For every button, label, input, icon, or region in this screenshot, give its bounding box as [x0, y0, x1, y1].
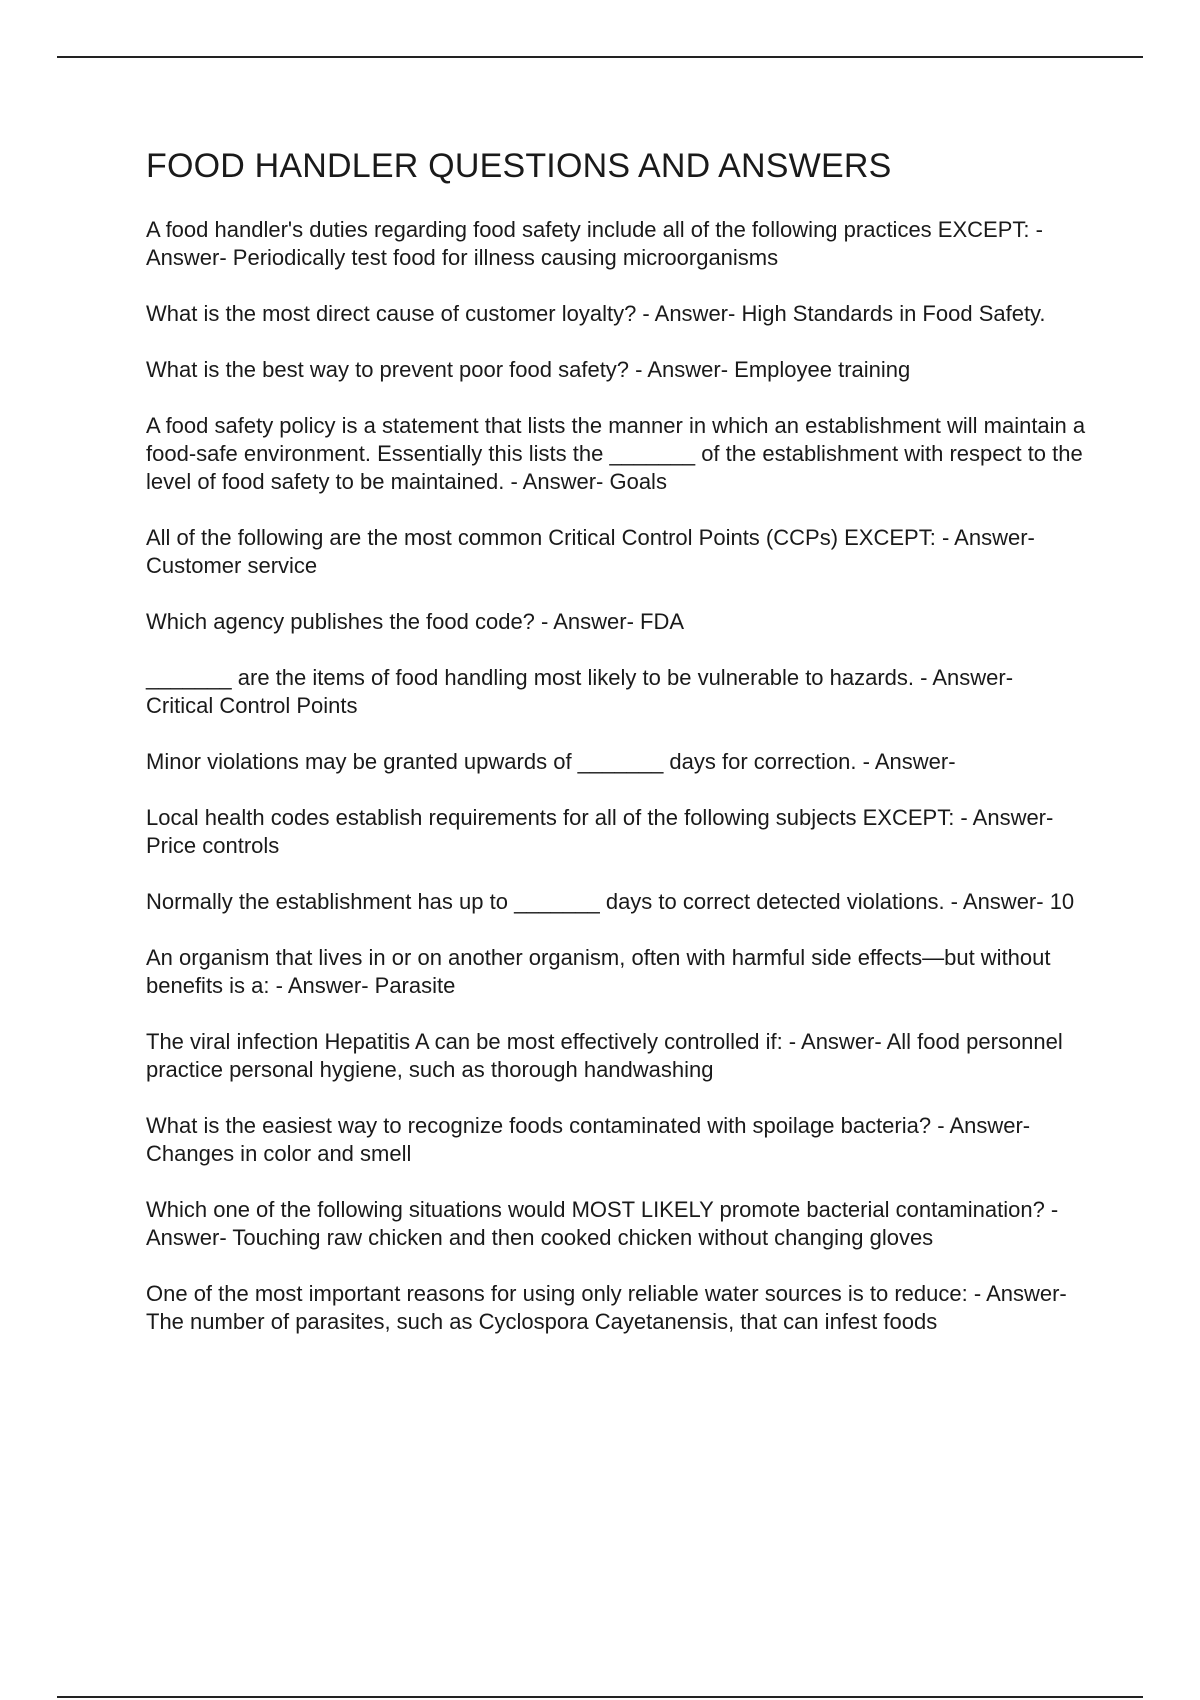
qa-item: Which one of the following situations would MOST LIKELY promote bacterial contamination? - Answer- Touching raw chicken and then cooked chicken without changing gloves — [146, 1197, 1059, 1250]
qa-item: Local health codes establish requirements for all of the following subjects EXCEPT: - Answer- Price controls — [146, 805, 1054, 858]
qa-item: Which agency publishes the food code? - Answer- FDA — [146, 609, 685, 634]
qa-item: Minor violations may be granted upwards of _______ days for correction. - Answer- — [146, 749, 956, 774]
document-title: FOOD HANDLER QUESTIONS AND ANSWERS — [146, 147, 892, 185]
qa-item: A food safety policy is a statement that lists the manner in which an establishment will maintain a food-safe environment. Essentially this lists the _______ of the establishment with respect to the level of food safety to be maintained. - Answer- Goals — [146, 413, 1086, 494]
qa-item: A food handler's duties regarding food safety include all of the following practices EXCEPT: - Answer- Periodically test food for illness causing microorganisms — [146, 217, 1043, 270]
document-body — [146, 140, 1086, 1364]
bottom-rule — [57, 1696, 1143, 1698]
qa-list — [146, 216, 1086, 1336]
qa-item: One of the most important reasons for using only reliable water sources is to reduce: - Answer- The number of parasites, such as Cyclospora Cayetanensis, that can infest foods — [146, 1281, 1067, 1334]
qa-item: The viral infection Hepatitis A can be most effectively controlled if: - Answer- All food personnel practice personal hygiene, such as thorough handwashing — [146, 1029, 1063, 1082]
qa-item: An organism that lives in or on another organism, often with harmful side effects—but without benefits is a: - Answer- Parasite — [146, 945, 1051, 998]
top-rule — [57, 56, 1143, 58]
qa-item: All of the following are the most common Critical Control Points (CCPs) EXCEPT: - Answer- Customer service — [146, 525, 1035, 578]
qa-item: Normally the establishment has up to _______ days to correct detected violations. - Answer- 10 — [146, 889, 1075, 914]
qa-item: What is the best way to prevent poor food safety? - Answer- Employee training — [146, 357, 911, 382]
qa-item: What is the most direct cause of customer loyalty? - Answer- High Standards in Food Safety. — [146, 301, 1046, 326]
qa-item: _______ are the items of food handling most likely to be vulnerable to hazards. - Answer- Critical Control Points — [146, 665, 1014, 718]
qa-item: What is the easiest way to recognize foods contaminated with spoilage bacteria? - Answer- Changes in color and smell — [146, 1113, 1031, 1166]
